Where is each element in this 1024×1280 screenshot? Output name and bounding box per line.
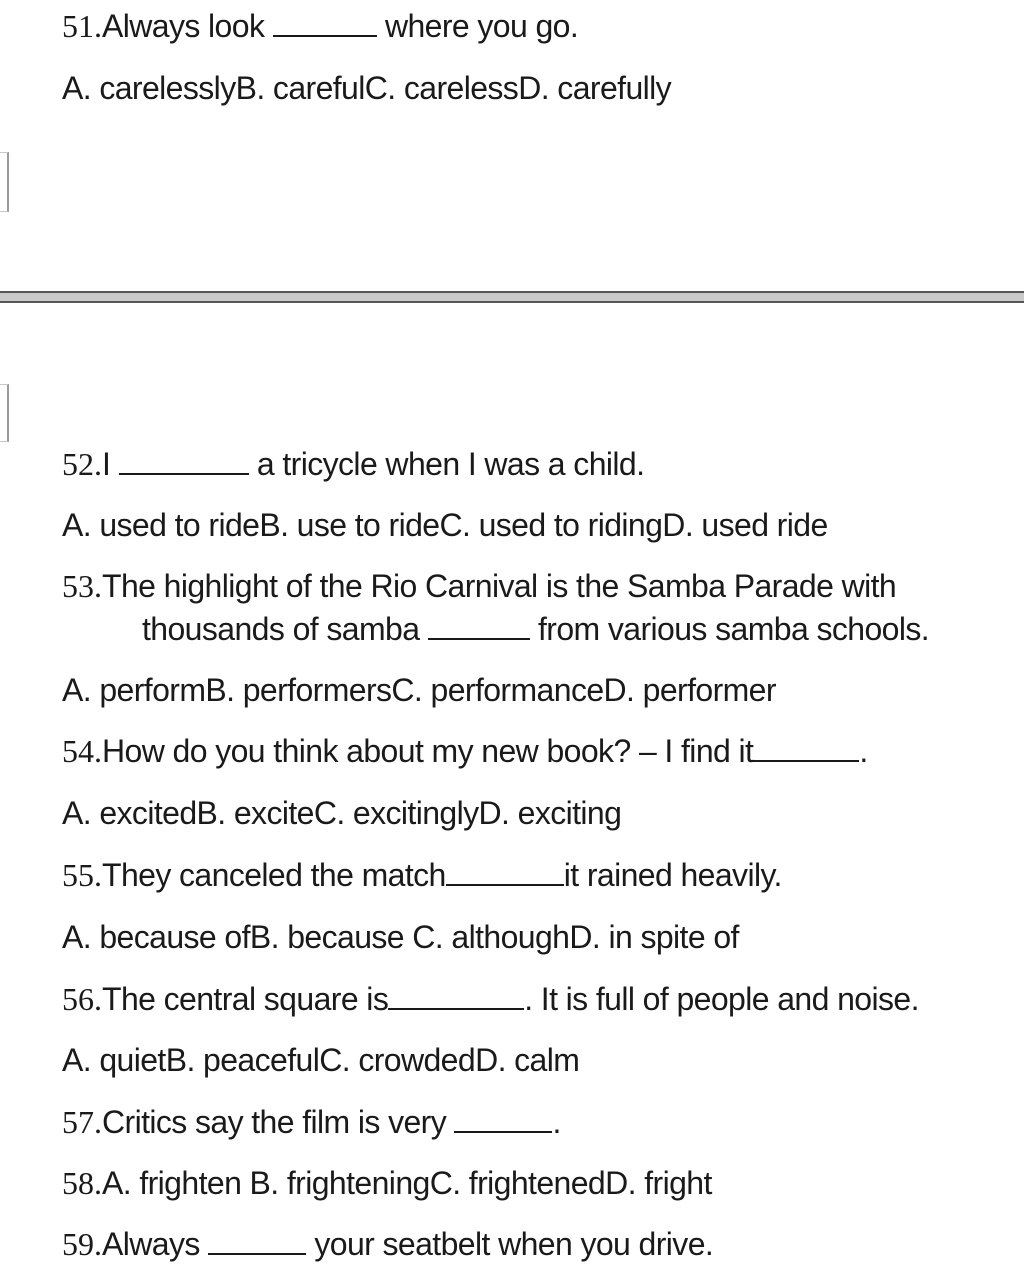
question-text: They canceled the match (102, 857, 446, 893)
answer-blank[interactable] (273, 9, 377, 37)
page-edge (0, 384, 9, 442)
options-51: A. carelesslyB. carefulC. carelessD. carefully (62, 70, 672, 106)
answer-blank[interactable] (428, 612, 530, 640)
question-text: a tricycle when I was a child. (256, 446, 645, 482)
question-number: 55. (62, 857, 102, 893)
options-55: A. because ofB. because C. althoughD. in spite of (62, 919, 739, 955)
question-number: 57. (62, 1104, 102, 1140)
question-text: The central square is (102, 981, 389, 1017)
options-52: A. used to rideB. use to rideC. used to ridingD. used ride (62, 507, 828, 543)
options-56: A. quietB. peacefulC. crowdedD. calm (62, 1042, 580, 1078)
question-54 (62, 731, 868, 771)
question-text: your seatbelt when you drive. (314, 1226, 714, 1262)
question-text: How do you think about my new book? – I find it (102, 733, 754, 769)
question-53-continued (142, 609, 929, 649)
question-text: A. frighten B. frighteningC. frightenedD. fright (102, 1165, 712, 1201)
question-number: 51. (62, 8, 102, 44)
options-53: A. performB. performersC. performanceD. performer (62, 672, 776, 708)
question-number: 58. (62, 1165, 102, 1201)
page-edge (0, 152, 9, 212)
question-51 (62, 6, 578, 46)
question-number: 56. (62, 981, 102, 1017)
answer-blank[interactable] (446, 858, 564, 886)
options-54: A. excitedB. exciteC. excitinglyD. exciting (62, 795, 622, 831)
question-number: 59. (62, 1226, 102, 1262)
question-53 (62, 566, 896, 606)
question-57 (62, 1102, 561, 1142)
answer-blank[interactable] (454, 1105, 552, 1133)
question-number: 52. (62, 446, 102, 482)
question-text: Always look (102, 8, 265, 44)
answer-blank[interactable] (753, 734, 859, 762)
question-text: it rained heavily. (563, 857, 782, 893)
question-text: thousands of samba (142, 611, 420, 647)
question-58 (62, 1163, 712, 1203)
question-text: . (859, 733, 868, 769)
answer-blank[interactable] (119, 447, 249, 475)
question-text: The highlight of the Rio Carnival is the Samba Parade with (102, 568, 897, 604)
question-56 (62, 979, 919, 1019)
question-55 (62, 855, 782, 895)
answer-blank[interactable] (388, 982, 524, 1010)
question-text: Critics say the film is very (102, 1104, 447, 1140)
question-text: I (102, 446, 111, 482)
question-number: 53. (62, 568, 102, 604)
answer-blank[interactable] (208, 1227, 306, 1255)
question-text: . It is full of people and noise. (524, 981, 919, 1017)
question-text: where you go. (384, 8, 579, 44)
question-52 (62, 444, 644, 484)
question-59 (62, 1224, 713, 1264)
question-number: 54. (62, 733, 102, 769)
question-text: Always (102, 1226, 200, 1262)
question-text: from various samba schools. (537, 611, 930, 647)
page-divider (0, 291, 1024, 303)
question-text: . (552, 1104, 561, 1140)
